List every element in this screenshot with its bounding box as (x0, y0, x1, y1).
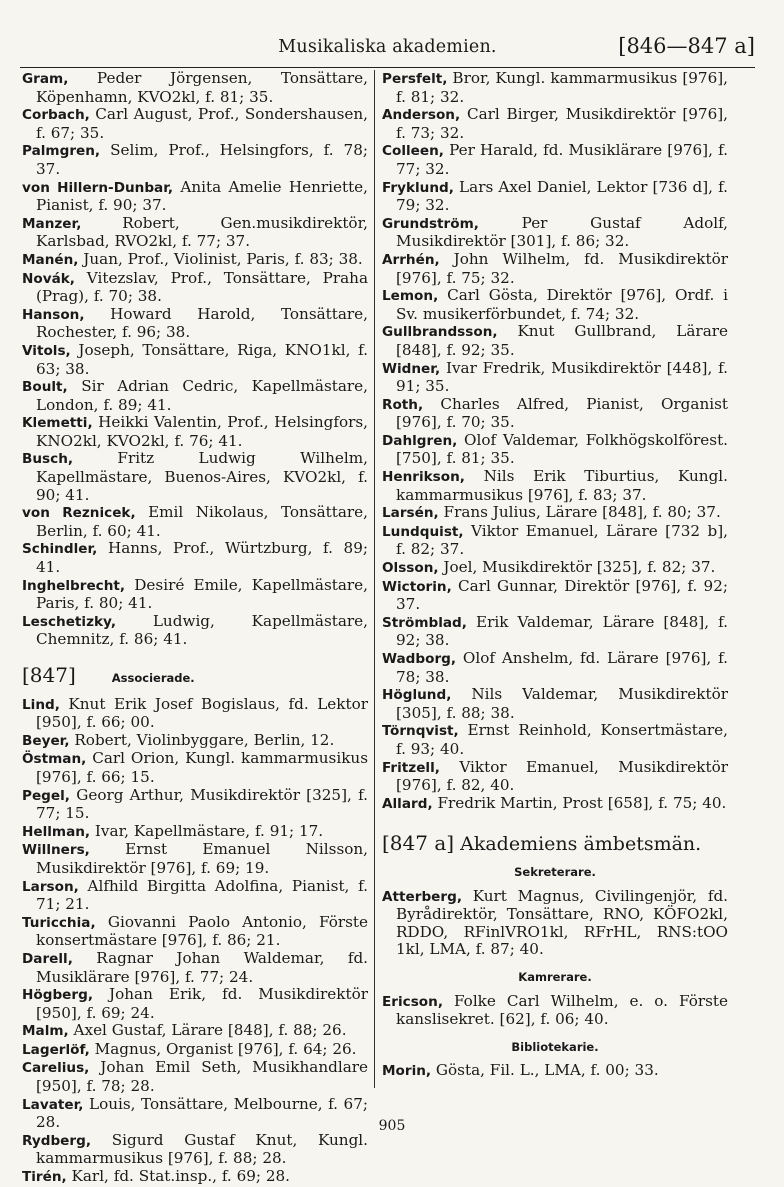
librarian-heading: Bibliotekarie. (511, 1039, 599, 1054)
entry-name: Larsén, (382, 505, 439, 522)
entry-name: Larson, (22, 878, 79, 895)
list-item (22, 215, 368, 251)
list-item (382, 70, 728, 106)
entry-name: Gullbrandsson, (382, 324, 498, 341)
list-item (22, 1168, 368, 1187)
entry-name: Busch, (22, 451, 74, 468)
entry-text: Karl, fd. Stat.insp., f. 69; 28. (66, 1167, 290, 1186)
list-item (22, 179, 368, 215)
entry-name: Högberg, (22, 987, 93, 1004)
entry-text: Giovanni Paolo Antonio, Förste konsertmästare [976], f. 86; 21. (36, 912, 368, 950)
section-847-label: Associerade. (111, 671, 195, 685)
list-item (22, 986, 368, 1022)
entry-text: Olof Anshelm, fd. Lärare [976], f. 78; 38. (396, 649, 728, 686)
entry-name: Arrhén, (382, 251, 440, 268)
librarian-entry (382, 1062, 728, 1081)
list-item (22, 613, 368, 649)
list-item (382, 432, 728, 468)
entry-text: Heikki Valentin, Prof., Helsingfors, KNO2kl, KVO2kl, f. 76; 41. (36, 413, 368, 450)
entry-name: Willners, (22, 842, 90, 859)
entry-text: Lars Axel Daniel, Lektor [736 d], f. 79; 32. (396, 177, 728, 215)
entry-name: Corbach, (22, 107, 90, 124)
entry-name: Wictorin, (382, 578, 452, 595)
list-item (22, 70, 368, 106)
entry-text: Anita Amelie Henriette, Pianist, f. 90; 37. (36, 177, 368, 215)
entry-text: Folke Carl Wilhelm, e. o. Förste kanslisekret. [62], f. 06; 40. (396, 991, 728, 1029)
entry-text: Vitezslav, Prof., Tonsättare, Praha (Prag), f. 70; 38. (36, 268, 368, 306)
section-847-heading (22, 663, 368, 688)
entry-name: Olsson, (382, 560, 439, 577)
entry-name: Henrikson, (382, 469, 465, 486)
entry-name: Hellman, (22, 823, 91, 840)
list-item (22, 1022, 368, 1041)
list-item (382, 106, 728, 142)
entry-name: Strömblad, (382, 614, 467, 631)
entry-text: Peder Jörgensen, Tonsättare, Köpenhamn, KVO2kl, f. 81; 35. (36, 69, 368, 106)
list-item (22, 732, 368, 751)
list-item (382, 578, 728, 614)
list-item (382, 504, 728, 523)
list-item (22, 450, 368, 504)
entry-text: Frans Julius, Lärare [848], f. 80; 37. (438, 503, 721, 522)
list-item (22, 696, 368, 732)
entry-name: Malm, (22, 1023, 69, 1040)
entry-text: Carl Orion, Kungl. kammarmusikus [976], f. 66; 15. (36, 749, 368, 786)
entry-text: Knut Gullbrand, Lärare [848], f. 92; 35. (396, 322, 728, 359)
entry-text: Carl Birger, Musikdirektör [976], f. 73; 32. (396, 105, 728, 142)
list-item (22, 787, 368, 823)
list-item (22, 878, 368, 914)
associates-entry-list (22, 696, 368, 1187)
entry-text: Carl August, Prof., Sondershausen, f. 67; 35. (36, 105, 368, 142)
section-847-ref: [847] (22, 663, 76, 687)
entry-text: Ivar Fredrik, Musikdirektör [448], f. 91; 35. (396, 358, 728, 396)
list-item (22, 270, 368, 306)
entry-name: Hanson, (22, 306, 85, 323)
page-title: Musikaliska akademien. (278, 37, 497, 57)
list-item (382, 686, 728, 722)
entry-name: Beyer, (22, 732, 70, 749)
list-item (382, 759, 728, 795)
entry-text: Louis, Tonsättare, Melbourne, f. 67; 28. (36, 1094, 368, 1132)
entry-text: Bror, Kungl. kammarmusikus [976], f. 81; 32. (396, 69, 728, 106)
entry-text: Fredrik Martin, Prost [658], f. 75; 40. (432, 793, 727, 812)
entry-name: Rydberg, (22, 1132, 91, 1149)
entry-name: Manzer, (22, 215, 82, 232)
secretary-heading: Sekreterare. (514, 864, 596, 879)
entry-text: Desiré Emile, Kapellmästare, Paris, f. 80; 41. (36, 575, 368, 613)
list-item (22, 750, 368, 786)
section-847a-title: Akademiens ämbetsmän. (460, 833, 702, 856)
list-item (22, 504, 368, 540)
entry-name: Widner, (382, 360, 441, 377)
entry-name: Lagerlöf, (22, 1041, 90, 1058)
entry-text: Knut Erik Josef Bogislaus, fd. Lektor [950], f. 66; 00. (36, 694, 368, 732)
entry-name: Höglund, (382, 687, 452, 704)
entry-text: Viktor Emanuel, Musikdirektör [976], f. 82, 40. (396, 757, 728, 795)
entry-text: Howard Harold, Tonsättare, Rochester, f. 96; 38. (36, 304, 368, 342)
entry-name: Vitols, (22, 342, 71, 359)
entry-name: Lundquist, (382, 523, 464, 540)
list-item (382, 523, 728, 559)
entry-text: Joel, Musikdirektör [325], f. 82; 37. (438, 558, 716, 577)
list-item (22, 306, 368, 342)
treasurer-heading: Kamrerare. (518, 969, 592, 984)
entry-text: Carl Gunnar, Direktör [976], f. 92; 37. (396, 576, 728, 614)
entry-text: Ernst Reinhold, Konsertmästare, f. 93; 40. (396, 721, 728, 758)
list-item (382, 215, 728, 251)
entry-text: Joseph, Tonsättare, Riga, KNO1kl, f. 63; 38. (36, 340, 368, 378)
entry-name: Atterberg, (382, 888, 462, 905)
entry-name: Klemetti, (22, 415, 93, 432)
left-column (22, 70, 368, 1187)
entry-text: Ernst Emanuel Nilsson, Musikdirektör [976], f. 69; 19. (36, 840, 368, 877)
entry-text: John Wilhelm, fd. Musikdirektör [976], f. 75; 32. (396, 249, 728, 287)
list-item (22, 342, 368, 378)
entry-text: Kurt Magnus, Civilingenjör, fd. Byrådirektör, Tonsättare, RNO, KÖFO2kl, RDDO, RFinlVRO1kl, RFrHL, RNS:tOO 1kl, LMA, f. 87; 40. (396, 886, 728, 959)
list-item (22, 950, 368, 986)
list-item (382, 396, 728, 432)
entry-name: Roth, (382, 396, 424, 413)
entry-text: Nils Valdemar, Musikdirektör [305], f. 88; 38. (396, 685, 728, 722)
list-item (382, 650, 728, 686)
secretary-entry (382, 888, 728, 959)
entry-text: Erik Valdemar, Lärare [848], f. 92; 38. (396, 612, 728, 650)
list-item (382, 614, 728, 650)
section-847a-ref: [847 a] (382, 831, 455, 856)
list-item (22, 540, 368, 576)
entry-name: Allard, (382, 795, 433, 812)
list-item (382, 468, 728, 504)
entry-text: Charles Alfred, Pianist, Organist [976], f. 70; 35. (396, 394, 728, 432)
entry-text: Ludwig, Kapellmästare, Chemnitz, f. 86; 41. (36, 611, 368, 649)
entry-text: Robert, Violinbyggare, Berlin, 12. (69, 730, 335, 749)
page-header (20, 33, 755, 68)
entry-name: Gram, (22, 71, 69, 87)
entry-name: Grundström, (382, 215, 479, 232)
entry-name: Ericson, (382, 993, 443, 1010)
entry-text: Sir Adrian Cedric, Kapellmästare, London, f. 89; 41. (36, 377, 368, 414)
column-divider (374, 70, 375, 1088)
list-item (22, 914, 368, 950)
list-item (382, 179, 728, 215)
list-item (22, 841, 368, 877)
list-item (22, 1041, 368, 1060)
list-item (22, 1132, 368, 1168)
list-item (22, 1059, 368, 1095)
entry-text: Magnus, Organist [976], f. 64; 26. (89, 1039, 357, 1058)
entry-text: Per Harald, fd. Musiklärare [976], f. 77; 32. (396, 141, 728, 178)
entry-text: Fritz Ludwig Wilhelm, Kapellmästare, Buenos-Aires, KVO2kl, f. 90; 41. (36, 449, 368, 504)
entry-text: Johan Emil Seth, Musikhandlare [950], f. 78; 28. (36, 1058, 368, 1096)
list-item (22, 142, 368, 178)
list-item (382, 287, 728, 323)
entry-name: Palmgren, (22, 143, 101, 160)
entry-name: Schindler, (22, 541, 98, 558)
entry-text: Sigurd Gustaf Knut, Kungl. kammarmusikus [976], f. 88; 28. (36, 1130, 368, 1168)
entry-name: Morin, (382, 1063, 432, 1080)
list-item (22, 823, 368, 842)
list-item (22, 251, 368, 270)
right-column (382, 70, 728, 1081)
page-number: 905 (378, 1118, 406, 1134)
list-item (382, 722, 728, 758)
entry-text: Juan, Prof., Violinist, Paris, f. 83; 38. (78, 249, 363, 268)
entry-name: Dahlgren, (382, 432, 458, 449)
entry-name: Turicchia, (22, 914, 96, 931)
list-item (22, 106, 368, 142)
entry-name: Wadborg, (382, 651, 457, 667)
list-item (382, 559, 728, 578)
entry-name: von Hillern-Dunbar, (22, 179, 174, 196)
entry-text: Nils Erik Tiburtius, Kungl. kammarmusikus [976], f. 83; 37. (396, 467, 728, 504)
entry-name: Lind, (22, 696, 60, 713)
list-item (22, 378, 368, 414)
entry-name: Leschetizky, (22, 613, 117, 630)
entry-name: Persfelt, (382, 71, 448, 87)
list-item (382, 795, 728, 814)
entry-text: Georg Arthur, Musikdirektör [325], f. 77; 15. (36, 785, 368, 823)
entry-name: Darell, (22, 950, 73, 967)
section-847a-heading (382, 831, 728, 856)
entry-name: Pegel, (22, 787, 70, 804)
list-item (382, 142, 728, 178)
entry-name: Colleen, (382, 143, 444, 160)
entry-name: Tirén, (22, 1169, 67, 1186)
entry-text: Axel Gustaf, Lärare [848], f. 88; 26. (68, 1021, 347, 1040)
entry-text: Ivar, Kapellmästare, f. 91; 17. (90, 821, 324, 840)
left-entry-list (22, 70, 368, 649)
entry-text: Hanns, Prof., Würtzburg, f. 89; 41. (36, 539, 368, 577)
list-item (22, 414, 368, 450)
entry-name: Boult, (22, 379, 68, 396)
entry-text: Per Gustaf Adolf, Musikdirektör [301], f. 86; 32. (396, 213, 728, 251)
entry-name: Lavater, (22, 1096, 84, 1113)
entry-name: Anderson, (382, 107, 461, 124)
right-entry-list (382, 70, 728, 813)
entry-name: Fryklund, (382, 179, 454, 196)
page-reference: [846—847 a] (618, 34, 755, 58)
entry-name: Manén, (22, 251, 79, 268)
entry-text: Alfhild Birgitta Adolfina, Pianist, f. 71; 21. (36, 876, 368, 914)
treasurer-entry (382, 993, 728, 1029)
entry-name: Törnqvist, (382, 723, 459, 740)
entry-text: Selim, Prof., Helsingfors, f. 78; 37. (36, 141, 368, 178)
entry-name: Novák, (22, 270, 75, 287)
entry-text: Viktor Emanuel, Lärare [732 b], f. 82; 37. (396, 521, 728, 559)
entry-name: Inghelbrecht, (22, 577, 126, 594)
entry-text: Emil Nikolaus, Tonsättare, Berlin, f. 60; 41. (36, 503, 368, 540)
entry-text: Robert, Gen.musikdirektör, Karlsbad, RVO2kl, f. 77; 37. (36, 213, 368, 251)
list-item (22, 577, 368, 613)
entry-name: Lemon, (382, 288, 439, 305)
entry-text: Ragnar Johan Waldemar, fd. Musiklärare [976], f. 77; 24. (36, 948, 368, 986)
entry-name: Carelius, (22, 1060, 90, 1077)
list-item (382, 251, 728, 287)
entry-name: Fritzell, (382, 759, 440, 776)
entry-name: Östman, (22, 751, 87, 768)
entry-name: von Reznicek, (22, 505, 136, 522)
entry-text: Olof Valdemar, Folkhögskolförest. [750], f. 81; 35. (396, 430, 728, 468)
list-item (382, 323, 728, 359)
list-item (382, 360, 728, 396)
entry-text: Gösta, Fil. L., LMA, f. 00; 33. (431, 1061, 659, 1080)
entry-text: Johan Erik, fd. Musikdirektör [950], f. 69; 24. (36, 985, 368, 1022)
entry-text: Carl Gösta, Direktör [976], Ordf. i Sv. musikerförbundet, f. 74; 32. (396, 286, 728, 323)
